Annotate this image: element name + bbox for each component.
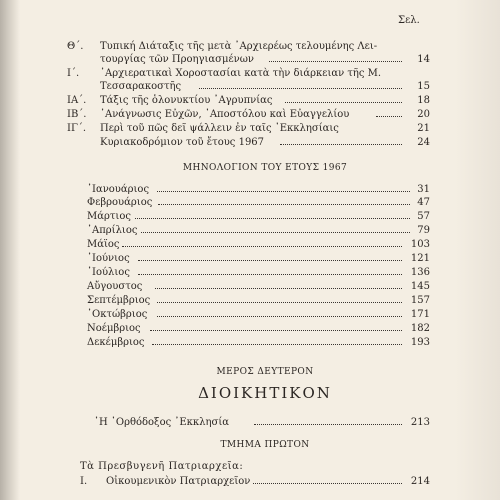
dot-leader [269,60,402,62]
patriarchate-item-text: Οἰκουμενικὸν Πατριαρχεῖον [106,476,251,487]
month-page: 31 [417,184,430,195]
patriarchate-item-roman: Ι. [80,476,88,487]
dot-leader [199,87,402,89]
entry-iota-page: 15 [417,81,430,92]
month-name: Αὔγουστος [87,281,143,292]
page-label: Σελ. [398,15,420,26]
orthodox-church-entry: ῾Η ᾿Ορθόδοξος ᾿Εκκλησία [94,417,229,428]
dot-leader [157,315,402,317]
entry-theta-page: 14 [417,54,430,65]
dot-leader [150,329,402,331]
dot-leader [157,190,410,192]
dot-leader [253,482,402,484]
page-gutter-shadow [0,0,20,500]
dot-leader [157,301,402,303]
month-name: ᾿Ιούλιος [87,267,130,278]
month-page: 145 [410,281,430,292]
entry-ig-page: 21 [417,123,430,134]
month-name: Νοέμβριος [87,323,141,334]
month-name: Μάϊος [87,239,120,250]
menologion-heading: ΜΗΝΟΛΟΓΙΟΝ ΤΟΥ ΕΤΟΥΣ 1967 [182,163,348,173]
dot-leader [254,423,402,425]
entry-roman-ia: ΙΑ΄. [67,95,87,106]
dot-leader [152,343,402,345]
month-name: Μάρτιος [87,211,131,222]
dot-leader [122,245,402,247]
entry-ia-text: Τάξις τῆς ὁλονυκτίου ᾿Αγρυπνίας [100,95,273,106]
month-page: 103 [410,239,430,250]
month-page: 136 [410,267,430,278]
month-page: 171 [410,309,430,320]
month-page: 79 [417,225,430,236]
month-page: 121 [410,253,430,264]
entry-roman-ig: ΙΓ΄. [67,123,87,134]
dot-leader [280,143,402,145]
month-name: ᾿Οκτώβριος [87,309,148,320]
entry-roman-ib: ΙΒ΄. [67,109,87,120]
dot-leader [155,287,402,289]
entry-ib-page: 20 [417,109,430,120]
month-page: 157 [410,295,430,306]
entry-kyriakodromion-page: 24 [417,137,430,148]
part-two-heading: ΜΕΡΟΣ ΔΕΥΤΕΡΟΝ [216,367,314,377]
entry-theta-line1: Τυπική Διάταξις τῆς μετὰ ᾿Αρχιερέως τελουμένης Λει- [100,41,378,52]
dot-leader [138,273,402,275]
orthodox-church-page: 213 [410,417,430,428]
entry-ib-text: ᾿Ανάγνωσις Εὐχῶν, ᾿Αποστόλου καὶ Εὐαγγελίου [100,109,350,120]
dot-leader [141,231,410,233]
dot-leader [135,217,410,219]
month-name: ᾿Απρίλιος [87,225,138,236]
entry-theta-line2: τουργίας τῶν Προηγιασμένων [100,54,254,65]
month-page: 57 [417,211,430,222]
page-right-edge [455,0,500,500]
dot-leader [285,101,402,103]
entry-kyriakodromion-text: Κυριακοδρόμιον τοῦ ἔτους 1967 [100,137,265,148]
month-name: Σεπτέμβριος [87,295,151,306]
month-name: ᾿Ιανουάριος [87,184,150,195]
month-name: Φεβρουάριος [87,197,153,208]
part-two-title: ΔΙΟΙΚΗΤΙΚΟΝ [198,384,332,402]
month-name: Δεκέμβριος [87,337,145,348]
entry-ia-page: 18 [417,95,430,106]
entry-roman-iota: Ι΄. [67,68,80,79]
month-name: ᾿Ιούνιος [87,253,130,264]
dot-leader [158,203,410,205]
month-page: 182 [410,323,430,334]
patriarchate-item-page: 214 [410,476,430,487]
entry-roman-theta: Θ΄. [67,41,84,52]
entry-ig-text: Περὶ τοῦ πῶς δεῖ ψάλλειν ἐν ταῖς ᾿Εκκλησίαις [100,123,339,134]
dot-leader [138,259,402,261]
entry-iota-line2: Τεσσαρακοστῆς [100,81,182,92]
entry-iota-line1: ᾿Αρχιερατικαὶ Χοροστασίαι κατὰ τὴν διάρκειαν τῆς Μ. [100,68,382,79]
month-page: 47 [417,197,430,208]
dot-leader [376,115,402,117]
month-page: 193 [410,337,430,348]
patriarchates-heading: Τὰ Πρεσβυγενῆ Πατριαρχεῖα: [80,461,244,472]
section-heading: ΤΜΗΜΑ ΠΡΩΤΟΝ [220,440,310,450]
